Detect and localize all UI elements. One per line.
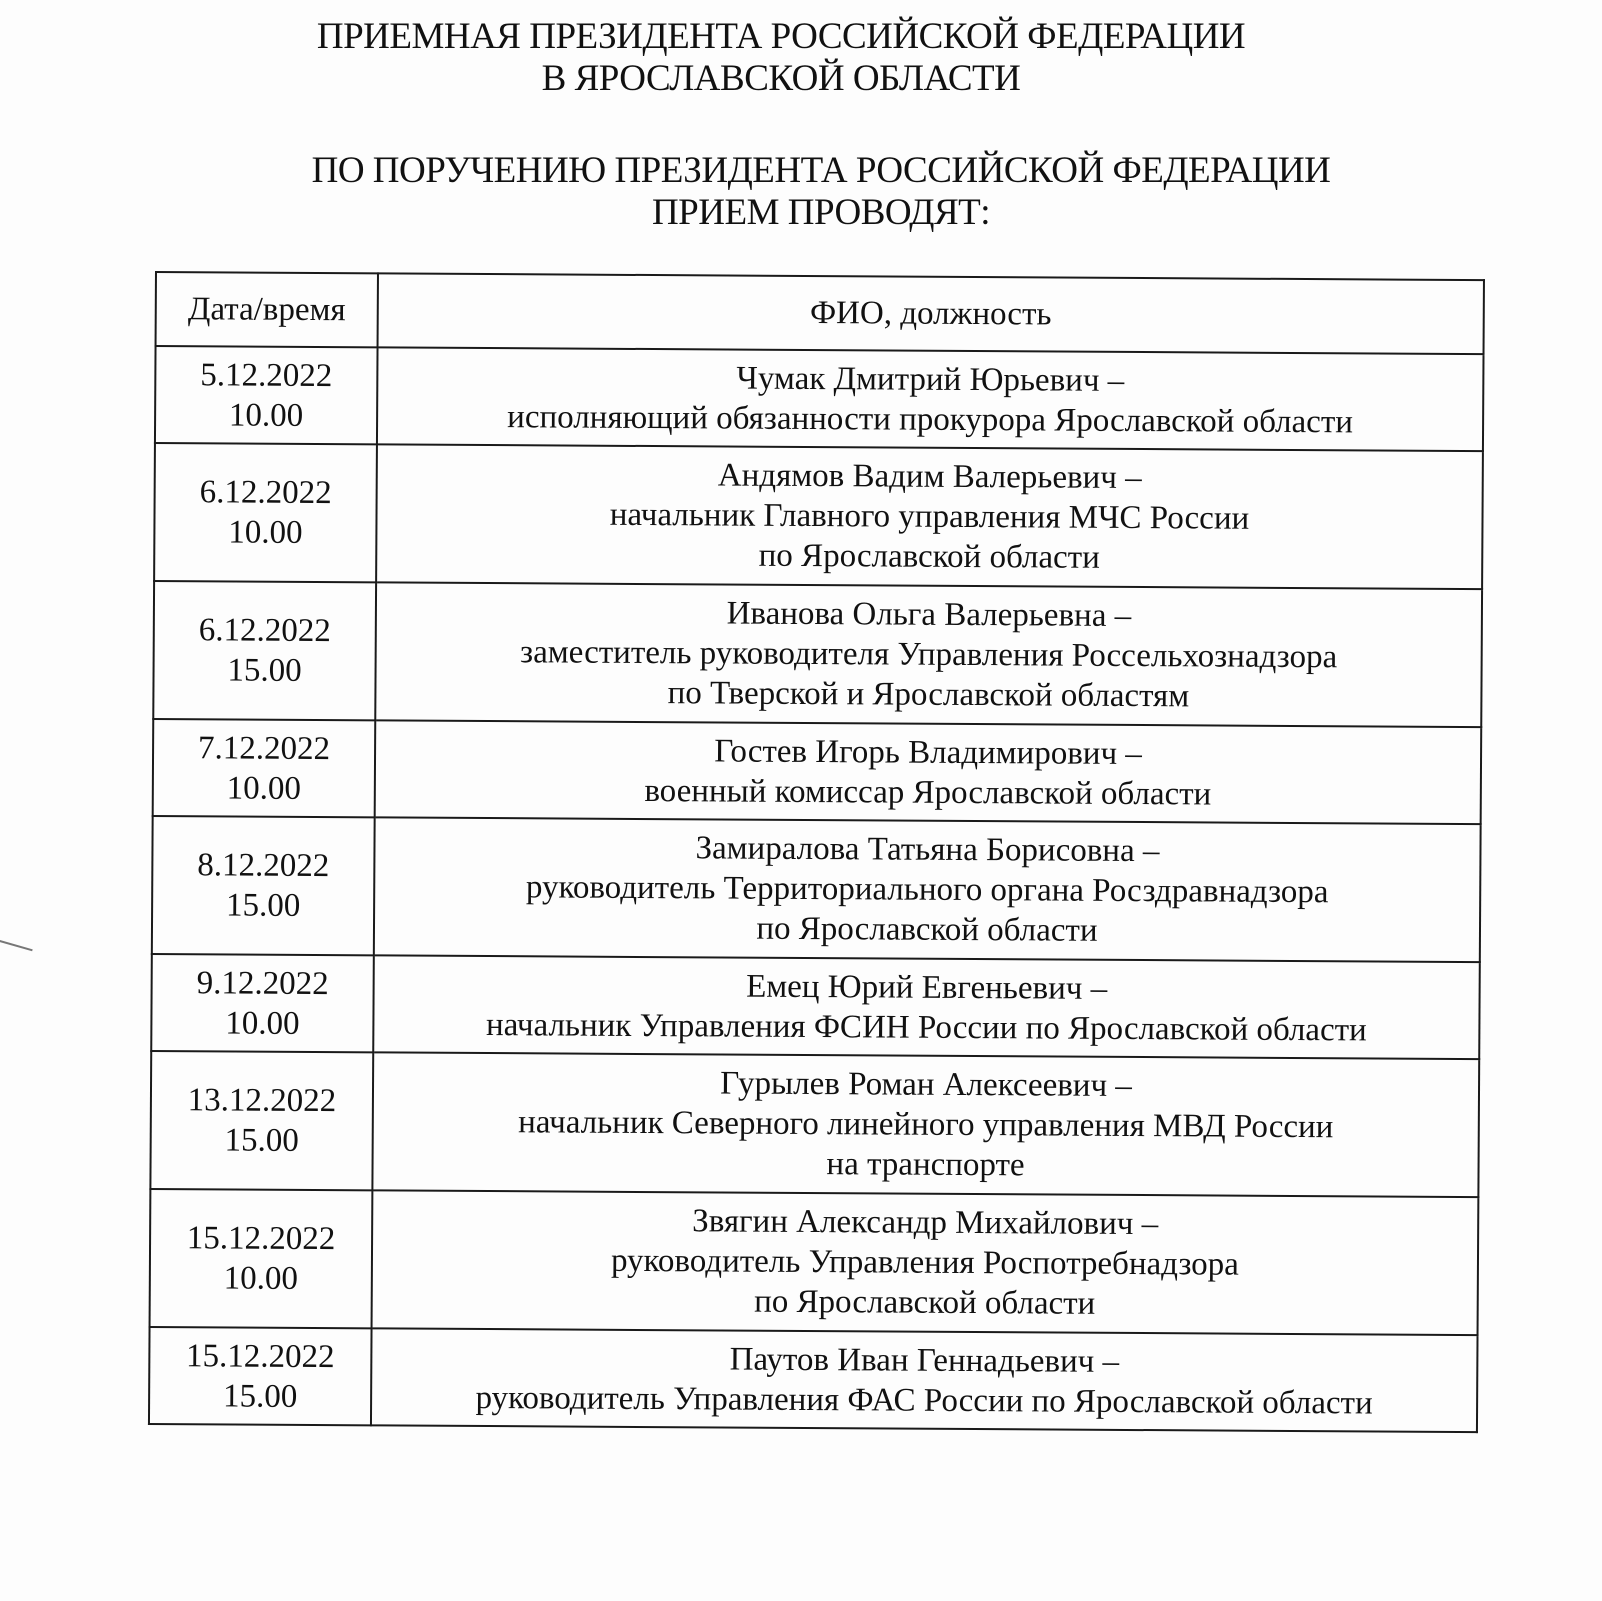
row-date: 6.12.2022 — [199, 474, 332, 512]
column-header-person: ФИО, должность — [378, 273, 1484, 354]
table-row — [153, 719, 1482, 824]
table-row — [153, 581, 1482, 727]
person-position: военный комиссар Ярославской области — [644, 772, 1212, 812]
date-cell — [154, 443, 377, 582]
person-position: начальник Главного управления МЧС России — [609, 496, 1250, 537]
row-time: 15.00 — [222, 1377, 298, 1415]
date-cell — [151, 954, 374, 1052]
person-position: руководитель Территориального органа Росздравнадзора — [525, 869, 1329, 911]
person-cell — [373, 955, 1480, 1059]
date-cell — [155, 346, 378, 444]
date-cell — [153, 719, 376, 817]
row-date: 9.12.2022 — [196, 964, 329, 1002]
table-row — [151, 954, 1480, 1059]
row-time: 15.00 — [227, 652, 302, 689]
person-cell — [372, 1052, 1479, 1197]
person-cell — [377, 347, 1484, 451]
row-date: 15.12.2022 — [186, 1337, 335, 1375]
person-name: Звягин Александр Михайлович – — [692, 1203, 1159, 1243]
column-header-date: Дата/время — [156, 272, 378, 347]
row-time: 10.00 — [228, 396, 304, 434]
date-cell — [153, 581, 376, 720]
row-time: 10.00 — [225, 1004, 300, 1042]
person-name: Чумак Дмитрий Юрьевич – — [736, 360, 1125, 399]
row-time: 15.00 — [225, 887, 301, 924]
person-position: руководитель Управления Роспотребнадзора — [610, 1242, 1239, 1283]
document-title — [0, 16, 1582, 100]
date-cell — [150, 1189, 373, 1328]
document-subtitle — [20, 150, 1602, 234]
table-row — [154, 443, 1483, 589]
person-position-cont: по Ярославской области — [758, 537, 1100, 576]
reception-schedule-table — [148, 271, 1485, 1433]
row-time: 10.00 — [226, 769, 302, 807]
person-cell — [375, 582, 1482, 727]
person-name: Андямов Вадим Валерьевич – — [717, 457, 1142, 497]
scan-artifact-mark — [0, 940, 33, 951]
person-position-cont: по Ярославской области — [756, 910, 1098, 949]
person-position: начальник Управления ФСИН России по Ярославской области — [485, 1006, 1367, 1048]
table-header-row — [156, 272, 1484, 354]
row-date: 15.12.2022 — [186, 1220, 336, 1258]
person-cell — [371, 1328, 1478, 1432]
row-date: 7.12.2022 — [197, 729, 331, 767]
date-cell — [152, 816, 375, 955]
person-cell — [374, 817, 1481, 962]
person-position-cont: по Ярославской области — [754, 1283, 1096, 1322]
person-cell — [375, 720, 1482, 824]
person-position-cont: по Тверской и Ярославской областям — [667, 675, 1190, 715]
person-position: исполняющий обязанности прокурора Ярославской области — [507, 398, 1354, 440]
subtitle-line-2: ПРИЕМ ПРОВОДЯТ: — [651, 192, 991, 233]
person-name: Замиралова Татьяна Борисовна – — [695, 830, 1160, 870]
person-name: Гостев Игорь Владимирович – — [714, 732, 1142, 772]
row-date: 6.12.2022 — [198, 612, 331, 650]
person-name: Емец Юрий Евгеньевич – — [746, 968, 1108, 1007]
row-time: 15.00 — [224, 1122, 299, 1159]
title-line-2: В ЯРОСЛАВСКОЙ ОБЛАСТИ — [541, 58, 1021, 99]
row-date: 8.12.2022 — [197, 847, 330, 885]
person-name: Паутов Иван Геннадьевич – — [729, 1341, 1120, 1380]
row-time: 10.00 — [223, 1260, 299, 1297]
date-cell — [149, 1327, 372, 1425]
person-name: Иванова Ольга Валерьевна – — [726, 595, 1132, 634]
date-cell — [150, 1051, 373, 1190]
table-row — [150, 1051, 1479, 1197]
table-row — [152, 816, 1481, 962]
title-line-1: ПРИЕМНАЯ ПРЕЗИДЕНТА РОССИЙСКОЙ ФЕДЕРАЦИИ — [316, 16, 1246, 57]
person-name: Гурылев Роман Алексеевич – — [720, 1065, 1132, 1104]
person-position: руководитель Управления ФАС России по Ярославской области — [475, 1379, 1373, 1421]
person-position: начальник Северного линейного управления МВД России — [518, 1104, 1334, 1146]
row-date: 5.12.2022 — [200, 356, 333, 394]
row-time: 10.00 — [228, 514, 303, 551]
table-row — [155, 346, 1484, 451]
subtitle-line-1: ПО ПОРУЧЕНИЮ ПРЕЗИДЕНТА РОССИЙСКОЙ ФЕДЕРАЦИИ — [311, 150, 1331, 191]
person-cell — [372, 1190, 1479, 1335]
table-row — [149, 1327, 1478, 1432]
person-cell — [376, 444, 1483, 589]
row-date: 13.12.2022 — [187, 1082, 337, 1120]
person-position-cont: на транспорте — [826, 1146, 1025, 1184]
person-position: заместитель руководителя Управления Россельхознадзора — [520, 634, 1338, 676]
table-row — [150, 1189, 1479, 1335]
